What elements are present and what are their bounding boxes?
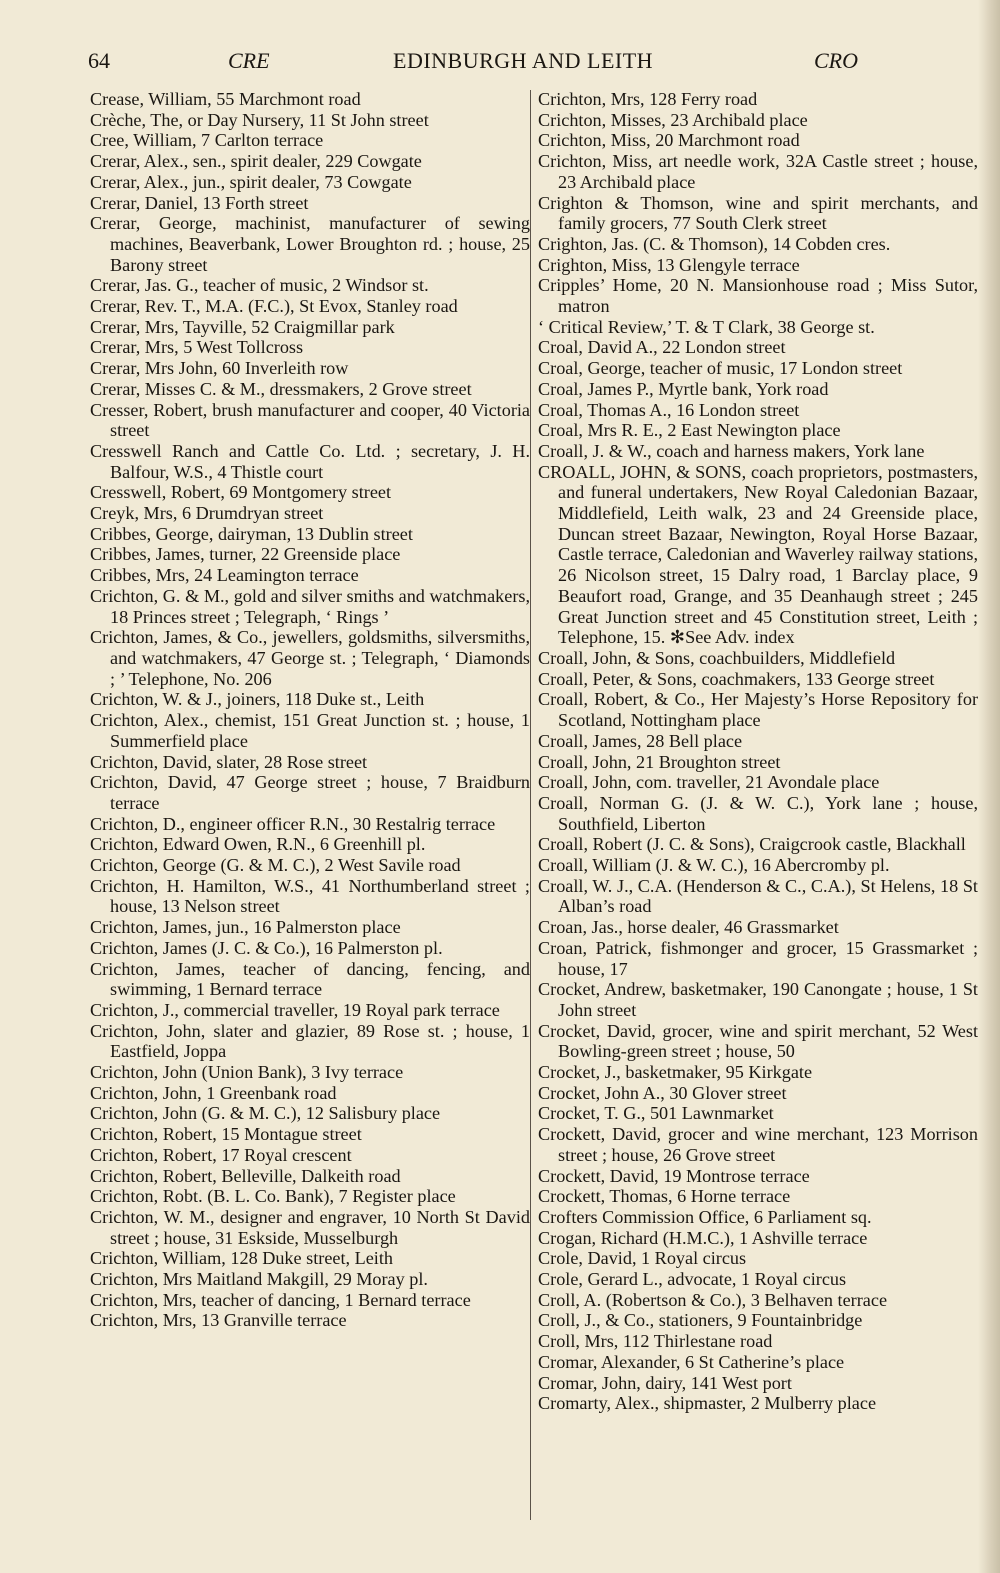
right-column	[538, 89, 978, 1414]
directory-entry: Crichton, John, slater and glazier, 89 Rose st. ; house, 1 Eastfield, Joppa	[90, 1020, 530, 1062]
directory-entry: Cree, William, 7 Carlton terrace	[90, 130, 324, 151]
directory-entry: Crichton, Robt. (B. L. Co. Bank), 7 Register place	[90, 1186, 456, 1207]
directory-entry: Crocket, Andrew, basketmaker, 190 Canongate ; house, 1 St John street	[538, 979, 978, 1020]
directory-entry: Cribbes, George, dairyman, 13 Dublin street	[90, 523, 413, 544]
directory-entry: Croal, David A., 22 London street	[538, 337, 786, 358]
directory-entry: Crichton, David, 47 George street ; house, 7 Braidburn terrace	[90, 772, 530, 813]
directory-entry: Crighton & Thomson, wine and spirit merchants, and family grocers, 77 South Clerk street	[538, 192, 978, 234]
directory-entry: Crichton, Robert, 17 Royal crescent	[90, 1144, 352, 1165]
directory-entry: Crerar, Mrs, 5 West Tollcross	[90, 337, 304, 358]
directory-entry: Crighton, Miss, 13 Glengyle terrace	[538, 254, 800, 275]
directory-entry: Crichton, George (G. & M. C.), 2 West Savile road	[90, 855, 461, 876]
directory-entry: Croall, John, 21 Broughton street	[538, 751, 781, 772]
directory-entry: Crichton, James, jun., 16 Palmerston place	[90, 917, 401, 938]
directory-entry: Crichton, G. & M., gold and silver smiths and watchmakers, 18 Princes street ; Telegraph, ‘ Rings ’	[90, 585, 530, 627]
directory-entry: Croll, A. (Robertson & Co.), 3 Belhaven terrace	[538, 1289, 888, 1310]
directory-entry: Crichton, W. M., designer and engraver, 10 North St David street ; house, 31 Eskside, Musselburgh	[90, 1206, 530, 1248]
directory-entry: Crocket, David, grocer, wine and spirit merchant, 52 West Bowling-green street ; house, 50	[538, 1020, 978, 1062]
directory-entry: Croal, George, teacher of music, 17 London street	[538, 358, 903, 379]
directory-entry: Cresser, Robert, brush manufacturer and cooper, 40 Victoria street	[90, 399, 530, 441]
directory-entry: Crichton, Mrs, 128 Ferry road	[538, 89, 758, 109]
directory-entry: Crichton, J., commercial traveller, 19 Royal park terrace	[90, 999, 500, 1020]
directory-entry: Cromar, Alexander, 6 St Catherine’s place	[538, 1351, 845, 1372]
directory-entry: Crerar, Alex., sen., spirit dealer, 229 Cowgate	[90, 151, 422, 172]
directory-entry: Crèche, The, or Day Nursery, 11 St John street	[90, 109, 429, 130]
directory-entry: Cromarty, Alex., shipmaster, 2 Mulberry place	[538, 1393, 877, 1414]
directory-entry: Crichton, Misses, 23 Archibald place	[538, 109, 808, 130]
directory-entry: Croall, John, & Sons, coachbuilders, Middlefield	[538, 647, 896, 668]
directory-entry: Crockett, David, 19 Montrose terrace	[538, 1165, 810, 1186]
directory-entry: Crichton, David, slater, 28 Rose street	[90, 751, 368, 772]
directory-entry: Crease, William, 55 Marchmont road	[90, 89, 361, 109]
directory-entry: Croal, Mrs R. E., 2 East Newington place	[538, 420, 841, 441]
directory-entry: Crerar, Jas. G., teacher of music, 2 Windsor st.	[90, 275, 429, 296]
directory-entry: Crogan, Richard (H.M.C.), 1 Ashville terrace	[538, 1227, 868, 1248]
directory-entry: Crerar, Rev. T., M.A. (F.C.), St Evox, Stanley road	[90, 296, 458, 317]
directory-entry: Crichton, John (Union Bank), 3 Ivy terrace	[90, 1062, 404, 1083]
right-guide-word: CRO	[814, 48, 858, 73]
directory-entry: Croan, Jas., horse dealer, 46 Grassmarket	[538, 917, 839, 938]
directory-entry: Crocket, John A., 30 Glover street	[538, 1082, 787, 1103]
directory-entry: Croall, John, com. traveller, 21 Avondale place	[538, 772, 880, 793]
directory-entry: Crichton, Mrs, 13 Granville terrace	[90, 1310, 347, 1331]
directory-entry: Croal, Thomas A., 16 London street	[538, 399, 800, 420]
directory-entry: Crofters Commission Office, 6 Parliament sq.	[538, 1206, 872, 1227]
directory-entry: Crichton, John, 1 Greenbank road	[90, 1082, 337, 1103]
directory-entry: Crocket, J., basketmaker, 95 Kirkgate	[538, 1062, 813, 1083]
directory-entry: Crichton, Miss, art needle work, 32A Castle street ; house, 23 Archibald place	[538, 151, 978, 192]
directory-entry: Crerar, Daniel, 13 Forth street	[90, 192, 309, 213]
directory-entry: Croall, William (J. & W. C.), 16 Abercromby pl.	[538, 855, 890, 876]
directory-entry: Crerar, Mrs, Tayville, 52 Craigmillar park	[90, 316, 395, 337]
directory-entry: Cresswell Ranch and Cattle Co. Ltd. ; secretary, J. H. Balfour, W.S., 4 Thistle court	[90, 440, 530, 482]
directory-entry: CROALL, JOHN, & SONS, coach proprietors, postmasters, and funeral undertakers, New Royal Caledonian Bazaar, Middlefield, Leith walk, 23 and 24 Greenside place, Duncan street Bazaar, Newington, Royal Horse Bazaar, Castle terrace, Caledonian and Waverley railway stations, 26 Nicolson street, 15 Dalry road, 1 Barclay place, 9 Beaufort road, Grange, and 35 Deanhaugh street ; 245 Great Junction street and 45 Constitution street, Leith ; Telephone, 15. ✻See Adv. index	[538, 461, 978, 648]
directory-entry: ‘ Critical Review,’ T. & T Clark, 38 George st.	[538, 316, 875, 337]
directory-entry: Croan, Patrick, fishmonger and grocer, 15 Grassmarket ; house, 17	[538, 937, 978, 979]
directory-entry: Cribbes, James, turner, 22 Greenside place	[90, 544, 401, 565]
directory-entry: Crocket, T. G., 501 Lawnmarket	[538, 1103, 774, 1124]
running-title: EDINBURGH AND LEITH	[393, 48, 654, 73]
directory-entry: Croall, Robert (J. C. & Sons), Craigcrook castle, Blackhall	[538, 834, 966, 855]
directory-entry: Crole, David, 1 Royal circus	[538, 1248, 747, 1269]
directory-entry: Croall, Robert, & Co., Her Majesty’s Horse Repository for Scotland, Nottingham place	[538, 689, 978, 731]
directory-entry: Croall, W. J., C.A. (Henderson & C., C.A.), St Helens, 18 St Alban’s road	[538, 875, 978, 917]
directory-entry: Crichton, James (J. C. & Co.), 16 Palmerston pl.	[90, 937, 443, 958]
directory-entry: Crichton, Robert, Belleville, Dalkeith road	[90, 1165, 401, 1186]
directory-entry: Crichton, James, & Co., jewellers, goldsmiths, silversmiths, and watchmakers, 47 George st. ; Telegraph, ‘ Diamonds ; ’ Telephone, No. 206	[90, 627, 530, 689]
directory-entry: Crichton, Robert, 15 Montague street	[90, 1124, 362, 1145]
directory-entry: Crichton, Alex., chemist, 151 Great Junction st. ; house, 1 Summerfield place	[90, 710, 530, 751]
directory-entry: Cresswell, Robert, 69 Montgomery street	[90, 482, 392, 503]
directory-entry: Croall, James, 28 Bell place	[538, 730, 743, 751]
directory-entry: Crockett, David, grocer and wine merchant, 123 Morrison street ; house, 26 Grove street	[538, 1124, 978, 1165]
directory-entry: Croall, J. & W., coach and harness makers, York lane	[538, 440, 925, 461]
directory-entry: Crichton, Mrs Maitland Makgill, 29 Moray pl.	[90, 1269, 428, 1290]
directory-entry: Creyk, Mrs, 6 Drumdryan street	[90, 503, 324, 524]
directory-entry: Croll, Mrs, 112 Thirlestane road	[538, 1331, 773, 1352]
directory-entry: Cromar, John, dairy, 141 West port	[538, 1372, 792, 1393]
directory-entry: Crichton, H. Hamilton, W.S., 41 Northumberland street ; house, 13 Nelson street	[90, 875, 530, 917]
directory-entry: Crerar, Misses C. & M., dressmakers, 2 Grove street	[90, 378, 472, 399]
directory-entry: Crockett, Thomas, 6 Horne terrace	[538, 1186, 791, 1207]
directory-entry: Croall, Norman G. (J. & W. C.), York lane ; house, Southfield, Liberton	[538, 792, 978, 834]
directory-entry: Crichton, Edward Owen, R.N., 6 Greenhill pl.	[90, 834, 426, 855]
directory-entry: Crerar, George, machinist, manufacturer of sewing machines, Beaverbank, Lower Broughton rd. ; house, 25 Barony street	[90, 213, 530, 275]
directory-entry: Crichton, James, teacher of dancing, fencing, and swimming, 1 Bernard terrace	[90, 958, 530, 1000]
page-header	[88, 48, 858, 78]
directory-entry: Crichton, D., engineer officer R.N., 30 Restalrig terrace	[90, 813, 496, 834]
directory-entry: Crichton, W. & J., joiners, 118 Duke st., Leith	[90, 689, 425, 710]
directory-entry: Croal, James P., Myrtle bank, York road	[538, 378, 829, 399]
directory-entry: Crichton, John (G. & M. C.), 12 Salisbury place	[90, 1103, 441, 1124]
directory-entry: Crichton, Mrs, teacher of dancing, 1 Bernard terrace	[90, 1289, 471, 1310]
directory-entry: Crerar, Alex., jun., spirit dealer, 73 Cowgate	[90, 171, 412, 192]
left-column	[90, 89, 530, 1331]
directory-entry: Crole, Gerard L., advocate, 1 Royal circus	[538, 1269, 847, 1290]
directory-entry: Cripples’ Home, 20 N. Mansionhouse road ; Miss Sutor, matron	[538, 275, 978, 317]
directory-entry: Crichton, Miss, 20 Marchmont road	[538, 130, 800, 151]
page-number: 64	[88, 48, 110, 73]
directory-entry: Crerar, Mrs John, 60 Inverleith row	[90, 358, 349, 379]
column-divider	[530, 90, 531, 1520]
page-edge-shadow	[978, 0, 1000, 1573]
left-guide-word: CRE	[228, 48, 270, 73]
directory-entry: Crighton, Jas. (C. & Thomson), 14 Cobden cres.	[538, 233, 891, 254]
directory-entry: Cribbes, Mrs, 24 Leamington terrace	[90, 565, 359, 586]
directory-entry: Croall, Peter, & Sons, coachmakers, 133 George street	[538, 668, 935, 689]
directory-entry: Croll, J., & Co., stationers, 9 Fountainbridge	[538, 1310, 863, 1331]
directory-entry: Crichton, William, 128 Duke street, Leith	[90, 1248, 394, 1269]
